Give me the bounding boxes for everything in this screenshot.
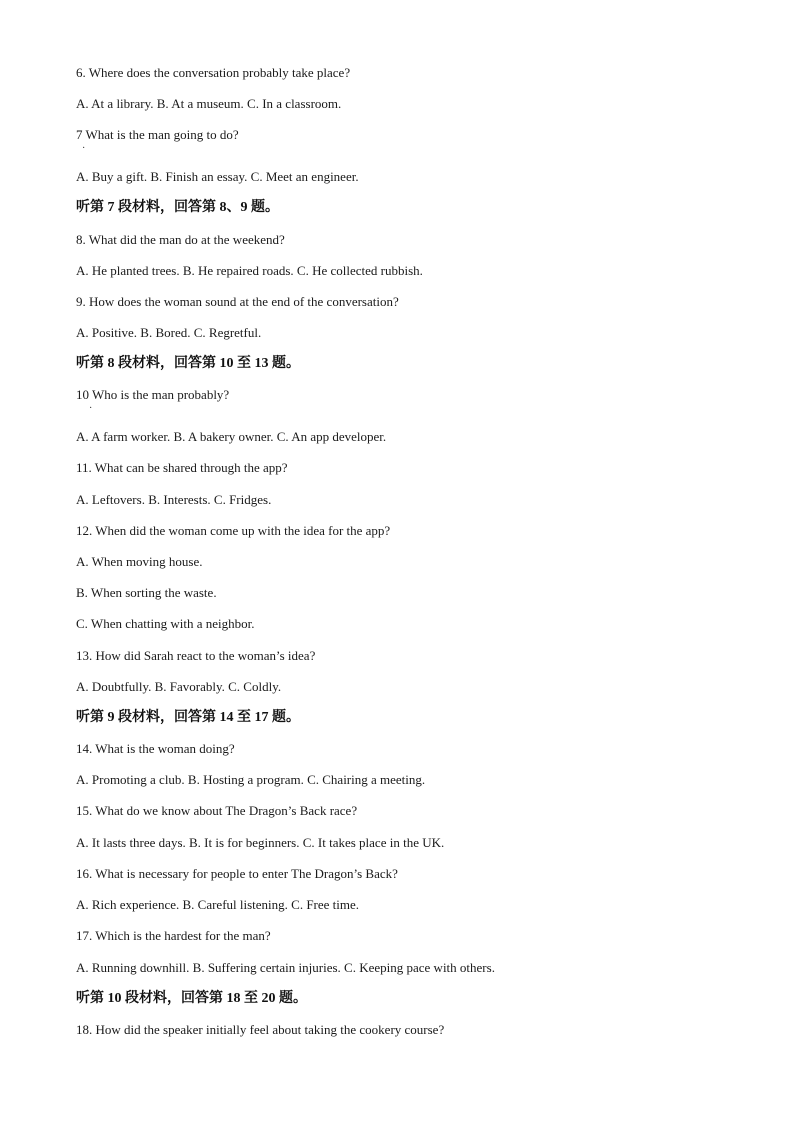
question-11-options: A. Leftovers. B. Interests. C. Fridges. xyxy=(76,492,272,507)
question-14-options: A. Promoting a club. B. Hosting a program. C. Chairing a meeting. xyxy=(76,772,426,787)
question-9: 9. How does the woman sound at the end of the conversation? xyxy=(76,294,399,309)
question-14: 14. What is the woman doing? xyxy=(76,741,235,756)
question-16: 16. What is necessary for people to enter The Dragon’s Back? xyxy=(76,866,398,881)
section-heading-7: 听第 7 段材料，回答第 8、9 题。 xyxy=(76,200,279,215)
question-12-option-b: B. When sorting the waste. xyxy=(76,585,217,600)
question-8-options: A. He planted trees. B. He repaired roads. C. He collected rubbish. xyxy=(76,263,423,278)
question-12-option-c: C. When chatting with a neighbor. xyxy=(76,616,255,631)
section-heading-9: 听第 9 段材料，回答第 14 至 17 题。 xyxy=(76,710,300,725)
question-8: 8. What did the man do at the weekend? xyxy=(76,232,285,247)
question-13: 13. How did Sarah react to the woman’s idea? xyxy=(76,648,316,663)
question-6: 6. Where does the conversation probably take place? xyxy=(76,65,351,80)
question-7: 7 What is the man going to do? xyxy=(76,127,239,142)
question-15: 15. What do we know about The Dragon’s Back race? xyxy=(76,803,358,818)
question-6-options: A. At a library. B. At a museum. C. In a classroom. xyxy=(76,96,342,111)
question-9-options: A. Positive. B. Bored. C. Regretful. xyxy=(76,325,262,340)
question-16-options: A. Rich experience. B. Careful listening. C. Free time. xyxy=(76,897,360,912)
stray-mark: · xyxy=(89,403,93,414)
question-18: 18. How did the speaker initially feel about taking the cookery course? xyxy=(76,1022,445,1037)
question-12: 12. When did the woman come up with the idea for the app? xyxy=(76,523,391,538)
question-10: 10 Who is the man probably? xyxy=(76,387,230,402)
question-17-options: A. Running downhill. B. Suffering certain injuries. C. Keeping pace with others. xyxy=(76,960,495,975)
question-10-options: A. A farm worker. B. A bakery owner. C. An app developer. xyxy=(76,429,387,444)
question-11: 11. What can be shared through the app? xyxy=(76,460,288,475)
question-13-options: A. Doubtfully. B. Favorably. C. Coldly. xyxy=(76,679,282,694)
question-15-options: A. It lasts three days. B. It is for beginners. C. It takes place in the UK. xyxy=(76,835,445,850)
stray-mark: · xyxy=(82,143,86,154)
question-17: 17. Which is the hardest for the man? xyxy=(76,928,271,943)
question-12-option-a: A. When moving house. xyxy=(76,554,203,569)
section-heading-10: 听第 10 段材料，回答第 18 至 20 题。 xyxy=(76,991,307,1006)
section-heading-8: 听第 8 段材料，回答第 10 至 13 题。 xyxy=(76,356,300,371)
question-7-options: A. Buy a gift. B. Finish an essay. C. Meet an engineer. xyxy=(76,169,359,184)
